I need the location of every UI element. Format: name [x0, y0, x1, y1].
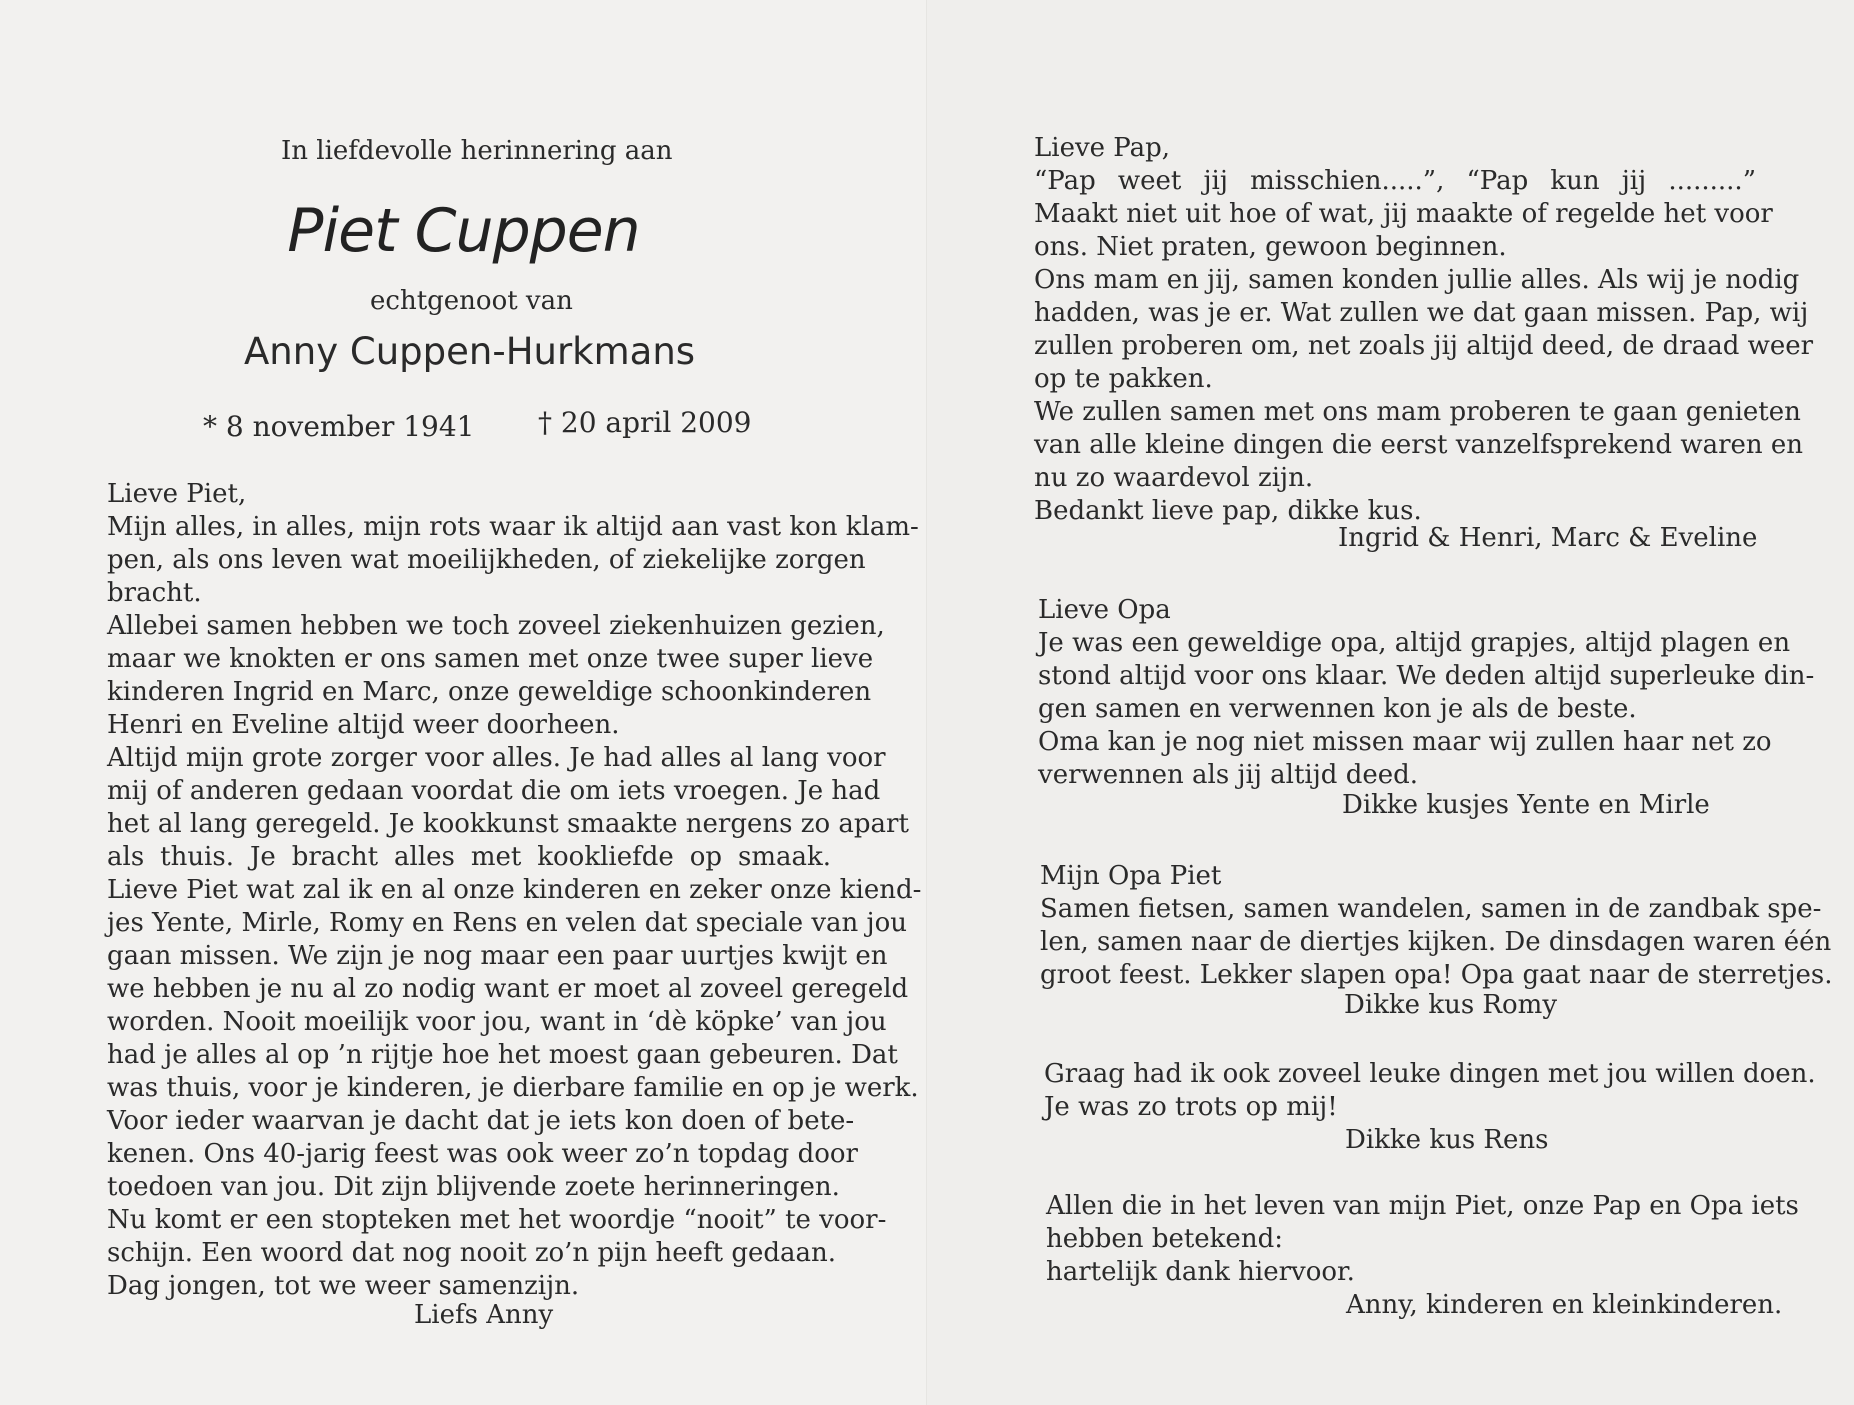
text-line: het al lang geregeld. Je kookkunst smaakte nergens zo apart	[107, 809, 909, 839]
text-line: was thuis, voor je kinderen, je dierbare familie en op je werk.	[107, 1073, 919, 1103]
letter-from-children	[1034, 132, 1814, 528]
text-line: gaan missen. We zijn je nog maar een paar uurtjes kwijt en	[107, 941, 888, 971]
text-line: stond altijd voor ons klaar. We deden altijd superleuke din-	[1038, 661, 1815, 691]
text-line: Lieve Pap,	[1034, 133, 1171, 163]
text-line: op te pakken.	[1034, 364, 1213, 394]
text-line: Henri en Eveline altijd weer doorheen.	[107, 710, 620, 740]
text-line: len, samen naar de diertjes kijken. De dinsdagen waren één	[1040, 927, 1832, 957]
thanks-section	[1046, 1190, 1799, 1289]
text-line: ons. Niet praten, gewoon beginnen.	[1034, 232, 1507, 262]
text-line: van alle kleine dingen die eerst vanzelfsprekend waren en	[1034, 430, 1804, 460]
romy-signature: Dikke kus Romy	[1344, 990, 1558, 1020]
letter-from-romy	[1040, 860, 1833, 992]
text-line: Lieve Piet wat zal ik en al onze kinderen en zeker onze kiend-	[107, 875, 922, 905]
yente-mirle-signature: Dikke kusjes Yente en Mirle	[1342, 790, 1710, 820]
text-line: Samen fietsen, samen wandelen, samen in de zandbak spe-	[1040, 894, 1822, 924]
text-line: worden. Nooit moeilijk voor jou, want in ‘dè köpke’ van jou	[107, 1007, 887, 1037]
text-line: we hebben je nu al zo nodig want er moet al zoveel geregeld	[107, 974, 909, 1004]
text-line: hadden, was je er. Wat zullen we dat gaan missen. Pap, wij	[1034, 298, 1809, 328]
text-line: nu zo waardevol zijn.	[1034, 463, 1314, 493]
children-signature: Ingrid & Henri, Marc & Eveline	[1338, 523, 1758, 553]
text-line: kenen. Ons 40-jarig feest was ook weer zo’n topdag door	[107, 1139, 858, 1169]
text-line: “Pap weet jij misschien.....”, “Pap kun jij .........”	[1034, 166, 1756, 196]
text-line: jes Yente, Mirle, Romy en Rens en velen dat speciale van jou	[107, 908, 908, 938]
deceased-name: Piet Cuppen	[287, 196, 640, 266]
text-line: Dag jongen, tot we weer samenzijn.	[107, 1271, 580, 1301]
text-line: als thuis. Je bracht alles met kookliefde op smaak.	[107, 842, 831, 872]
text-line: Maakt niet uit hoe of wat, jij maakte of regelde het voor	[1034, 199, 1773, 229]
letter-from-rens	[1044, 1058, 1816, 1124]
text-line: pen, als ons leven wat moeilijkheden, of ziekelijke zorgen	[107, 545, 866, 575]
text-line: Voor ieder waarvan je dacht dat je iets kon doen of bete-	[107, 1106, 855, 1136]
text-line: had je alles al op ’n rijtje hoe het moest gaan gebeuren. Dat	[107, 1040, 898, 1070]
letter-from-yente-mirle	[1038, 594, 1815, 792]
text-line: Allen die in het leven van mijn Piet, onze Pap en Opa iets	[1046, 1191, 1799, 1221]
text-line: mij of anderen gedaan voordat die om iets vroegen. Je had	[107, 776, 881, 806]
text-line: Mijn alles, in alles, mijn rots waar ik altijd aan vast kon klam-	[107, 512, 919, 542]
text-line: Je was een geweldige opa, altijd grapjes, altijd plagen en	[1038, 628, 1791, 658]
family-signature: Anny, kinderen en kleinkinderen.	[1346, 1290, 1783, 1320]
text-line: hebben betekend:	[1046, 1224, 1283, 1254]
letter-signature: Liefs Anny	[414, 1300, 554, 1330]
text-line: hartelijk dank hiervoor.	[1046, 1257, 1355, 1287]
text-line: Nu komt er een stopteken met het woordje “nooit” te voor-	[107, 1205, 887, 1235]
spouse-label: echtgenoot van	[370, 286, 573, 316]
text-line: We zullen samen met ons mam proberen te gaan genieten	[1034, 397, 1801, 427]
text-line: toedoen van jou. Dit zijn blijvende zoete herinneringen.	[107, 1172, 840, 1202]
text-line: Mijn Opa Piet	[1040, 861, 1222, 891]
text-line: kinderen Ingrid en Marc, onze geweldige schoonkinderen	[107, 677, 872, 707]
letter-from-anny	[107, 478, 922, 1303]
intro-text: In liefdevolle herinnering aan	[281, 136, 673, 166]
text-line: bracht.	[107, 578, 202, 608]
text-line: schijn. Een woord dat nog nooit zo’n pijn heeft gedaan.	[107, 1238, 837, 1268]
text-line: verwennen als jij altijd deed.	[1038, 760, 1419, 790]
text-line: Graag had ik ook zoveel leuke dingen met jou willen doen.	[1044, 1059, 1816, 1089]
text-line: Bedankt lieve pap, dikke kus.	[1034, 496, 1422, 526]
text-line: zullen proberen om, net zoals jij altijd deed, de draad weer	[1034, 331, 1814, 361]
text-line: groot feest. Lekker slapen opa! Opa gaat naar de sterretjes.	[1040, 960, 1833, 990]
text-line: Altijd mijn grote zorger voor alles. Je had alles al lang voor	[107, 743, 886, 773]
death-date: † 20 april 2009	[538, 406, 752, 439]
text-line: Lieve Piet,	[107, 479, 247, 509]
rens-signature: Dikke kus Rens	[1345, 1125, 1549, 1155]
text-line: Lieve Opa	[1038, 595, 1171, 625]
text-line: Oma kan je nog niet missen maar wij zullen haar net zo	[1038, 727, 1772, 757]
text-line: Allebei samen hebben we toch zoveel ziekenhuizen gezien,	[107, 611, 885, 641]
text-line: gen samen en verwennen kon je als de beste.	[1038, 694, 1637, 724]
text-line: maar we knokten er ons samen met onze twee super lieve	[107, 644, 874, 674]
birth-date: * 8 november 1941	[203, 410, 475, 443]
spouse-name: Anny Cuppen-Hurkmans	[244, 330, 696, 373]
text-line: Ons mam en jij, samen konden jullie alles. Als wij je nodig	[1034, 265, 1800, 295]
text-line: Je was zo trots op mij!	[1044, 1092, 1338, 1122]
